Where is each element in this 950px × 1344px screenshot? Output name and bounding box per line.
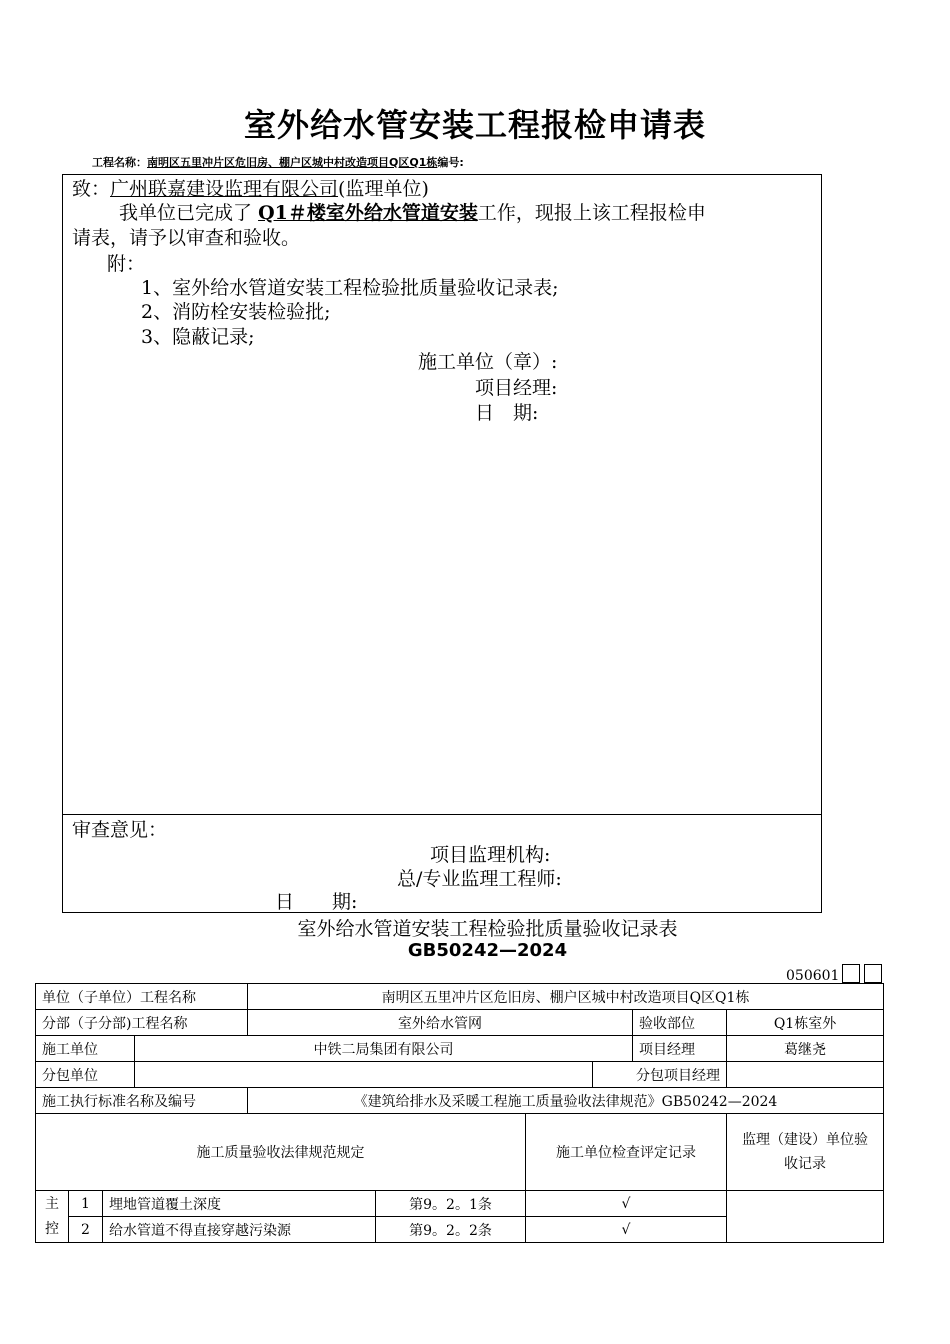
code-box [864,964,882,983]
table-row [36,1062,884,1088]
attachment-item: 3、隐蔽记录; [141,326,255,348]
project-name-line [92,154,464,170]
sub-pm-label: 分包项目经理 [593,1062,727,1088]
item-no: 1 [69,1191,103,1217]
pm-label: 项目经理 [633,1036,727,1062]
table-row [36,1010,884,1036]
page-title: 室外给水管安装工程报检申请表 [243,106,706,144]
exec-standard-label: 施工执行标准名称及编号 [36,1088,248,1114]
review-date: 日 期: [275,891,358,913]
contractor-label: 施工单位 [36,1036,135,1062]
attachments-label: 附： [107,253,146,275]
subcontractor-label: 分包单位 [36,1062,135,1088]
review-label: 审查意见： [72,819,168,841]
review-engineer: 总/专业监理工程师: [397,868,562,890]
record-title: 室外给水管道安装工程检验批质量验收记录表 [297,918,678,940]
item-no: 2 [69,1217,103,1243]
section-divider [63,814,821,815]
attachment-item: 1、室外给水管道安装工程检验批质量验收记录表; [141,277,559,299]
supervisor-record [727,1191,884,1243]
body-line-1 [119,201,706,225]
unit-project-value: 南明区五里冲片区危旧房、棚户区城中村改造项目Q区Q1栋 [248,984,884,1010]
review-org: 项目监理机构: [430,844,551,866]
table-row [36,1114,884,1191]
header-supervisor: 监理（建设）单位验收记录 [727,1114,884,1191]
attachment-item: 2、消防栓安装检验批; [141,301,331,323]
item-clause: 第9。2。1条 [376,1191,526,1217]
header-spec: 施工质量验收法律规范规定 [36,1114,526,1191]
sign-contractor: 施工单位（章）: [418,351,558,373]
table-row [36,984,884,1010]
record-standard: GB50242—2024 [407,940,568,961]
supervisor-company: 广州联嘉建设监理有限公司 [110,178,339,200]
table-row [36,1036,884,1062]
record-table [35,983,884,1243]
code-label: 编号: [437,156,464,169]
main-control-label: 主控 [36,1191,69,1243]
acceptance-part-label: 验收部位 [633,1010,727,1036]
project-name-value: 南明区五里冲片区危旧房、棚户区城中村改造项目Q区Q1栋 [147,156,438,169]
header-check: 施工单位检查评定记录 [526,1114,727,1191]
sign-date: 日 期: [475,402,539,424]
item-result: √ [526,1191,727,1217]
sub-project-value: 室外给水管网 [248,1010,633,1036]
sub-project-label: 分部（子分部)工程名称 [36,1010,248,1036]
work-item: Q1＃楼室外给水管道安装 [258,202,478,224]
exec-standard-value: 《建筑给排水及采暖工程施工质量验收法律规范》GB50242—2024 [248,1088,884,1114]
body-post: 工作，现报上该工程报检申 [477,202,706,224]
supervisor-suffix: (监理单位) [338,178,429,200]
acceptance-part-value: Q1栋室外 [727,1010,884,1036]
table-row [36,1191,884,1217]
subcontractor-value [135,1062,593,1088]
contractor-value: 中铁二局集团有限公司 [135,1036,633,1062]
body-line-2: 请表，请予以审查和验收。 [72,227,301,249]
item-result: √ [526,1217,727,1243]
item-name: 埋地管道覆土深度 [103,1191,376,1217]
project-name-label: 工程名称： [92,156,147,169]
unit-project-label: 单位（子单位）工程名称 [36,984,248,1010]
pm-value: 葛继尧 [727,1036,884,1062]
sub-pm-value [727,1062,884,1088]
to-prefix: 致： [72,178,111,200]
sign-manager: 项目经理: [475,377,558,399]
record-code: 050601 [786,968,840,984]
application-box [62,174,822,913]
item-clause: 第9。2。2条 [376,1217,526,1243]
table-row [36,1088,884,1114]
code-box [842,964,860,983]
body-pre: 我单位已完成了 [119,202,253,224]
addressee-line [72,177,429,201]
item-name: 给水管道不得直接穿越污染源 [103,1217,376,1243]
